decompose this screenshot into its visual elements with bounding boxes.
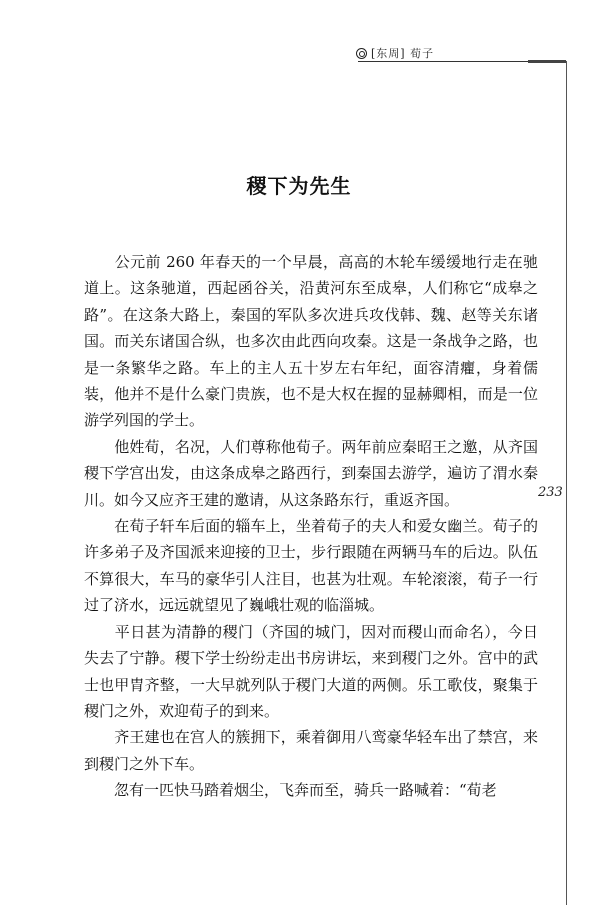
paragraph: 公元前 260 年春天的一个早晨，高高的木轮车缓缓地行走在驰道上。这条驰道，西起函谷关，沿黄河东至成皋，人们称它“成皋之路”。在这条大路上，秦国的军队多次进兵攻伐韩、魏、赵等关东诸国。而关东诸国合纵，也多次由此西向攻秦。这是一条战争之路，也是一条繁华之路。车上的主人五十岁左右年纪，面容清癯，身着儒装，他并不是什么豪门贵族，也不是大权在握的显赫卿相，而是一位游学列国的学士。 xyxy=(84,253,538,430)
running-header xyxy=(356,45,434,61)
paragraph: 他姓荀，名况，人们尊称他荀子。两年前应秦昭王之邀，从齐国稷下学宫出发，由这条成皋之路西行，到秦国去游学，遍访了渭水秦川。如今又应齐王建的邀请，从这条路东行，重返齐国。 xyxy=(84,437,538,509)
double-circle-icon xyxy=(356,48,367,59)
body-text xyxy=(84,249,538,804)
page-number: 233 xyxy=(538,485,563,500)
chapter-title: 稷下为先生 xyxy=(246,174,352,198)
header-rule-accent xyxy=(528,60,566,63)
paragraph: 齐王建也在宫人的簇拥下，乘着御用八鸾豪华轻车出了禁宫，来到稷门之外下车。 xyxy=(84,728,538,773)
running-header-label: [东周] 荀子 xyxy=(371,47,435,60)
paragraph: 在荀子轩车后面的辎车上，坐着荀子的夫人和爱女幽兰。荀子的许多弟子及齐国派来迎接的卫士，步行跟随在两辆马车的后边。队伍不算很大，车马的豪华引人注目，也甚为壮观。车轮滚滚，荀子一行过了济水，远远就望见了巍峨壮观的临淄城。 xyxy=(84,517,538,615)
paragraph: 忽有一匹快马踏着烟尘，飞奔而至，骑兵一路喊着：“荀老 xyxy=(84,781,497,800)
paragraph: 平日甚为清静的稷门（齐国的城门，因对而稷山而命名），今日失去了宁静。稷下学士纷纷走出书房讲坛，来到稷门之外。宫中的武士也甲胄齐整，一大早就列队于稷门大道的两侧。乐工歌伎，聚集于稷门之外，欢迎荀子的到来。 xyxy=(84,622,538,720)
